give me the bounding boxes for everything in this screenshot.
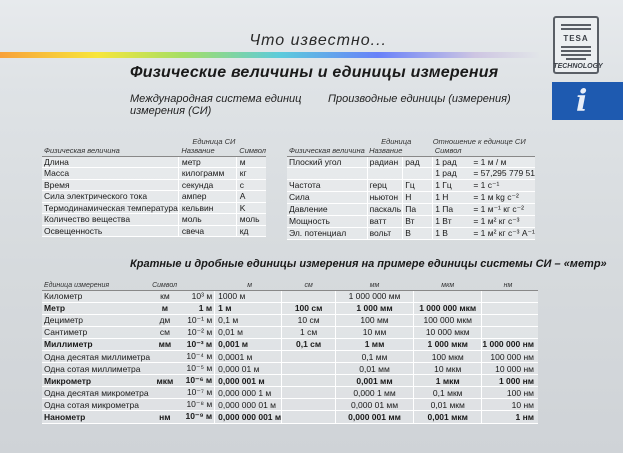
- table-cell: мм: [150, 338, 180, 350]
- table-cell: 1 нм: [482, 411, 538, 423]
- si-heading: Международная система единиц измерения (СИ): [130, 93, 302, 117]
- table-cell: 1 рад: [433, 168, 472, 180]
- table-cell: 10⁻⁶ м: [180, 375, 215, 387]
- table-cell: 10 000 мкм: [414, 326, 482, 338]
- table-cell: Н: [403, 191, 433, 203]
- table-cell: [282, 399, 336, 411]
- table-cell: = 1 м / м: [471, 156, 535, 168]
- table-cell: Давление: [287, 203, 367, 215]
- table-cell: Одна десятая миллиметра: [44, 351, 151, 362]
- table-cell: моль: [236, 214, 266, 226]
- table-cell: 1 000 мкм: [414, 338, 482, 350]
- table-cell: 0,000 000 01 м: [215, 399, 282, 411]
- table-cell: 100 нм: [482, 387, 538, 399]
- group-header: Единица: [381, 137, 412, 146]
- table-row: [42, 179, 266, 191]
- table-cell: 100 000 мкм: [414, 314, 482, 326]
- column-header: Символ: [433, 146, 472, 156]
- table-cell: 1 Па: [433, 203, 472, 215]
- table-cell: 10⁻² м: [180, 326, 215, 338]
- table-cell: мкм: [150, 375, 180, 387]
- table-cell: 0,0001 м: [215, 350, 282, 362]
- table-cell: герц: [367, 179, 403, 191]
- table-cell: 10 нм: [482, 399, 538, 411]
- column-header: см: [282, 281, 336, 290]
- table-cell: ватт: [367, 215, 403, 227]
- table-cell: вольт: [367, 227, 403, 239]
- table-cell: 10⁻³ м: [180, 338, 215, 350]
- info-button[interactable]: [552, 82, 623, 120]
- header-title: Что известно...: [249, 32, 387, 49]
- logo-bar: [561, 46, 591, 48]
- table-cell: Гц: [403, 179, 433, 191]
- table-cell: 1000 м: [215, 290, 282, 302]
- table-row: [287, 191, 535, 203]
- table-cell: см: [150, 326, 180, 338]
- table-row: [42, 156, 266, 168]
- table-cell: 0,001 м: [215, 338, 282, 350]
- column-header: Физическая величина: [287, 146, 367, 156]
- table-cell: 0,000 000 1 м: [215, 387, 282, 399]
- table-cell: 1 мкм: [414, 375, 482, 387]
- table-cell: 1 Вт: [433, 215, 472, 227]
- multiples-table: [42, 281, 538, 424]
- table-cell: 0,1 мкм: [414, 387, 482, 399]
- table-cell: 0,000 001 м: [215, 375, 282, 387]
- table-cell: Километр: [42, 290, 150, 302]
- logo-bar: [561, 50, 591, 52]
- table-row: [42, 375, 538, 387]
- table-cell: = 1 м⁻¹ кг с⁻²: [471, 203, 535, 215]
- table-cell: 0,000 01 мм: [336, 399, 414, 411]
- table-cell: метр: [178, 156, 236, 168]
- table-cell: 0,01 мкм: [414, 399, 482, 411]
- table-cell: 1 Гц: [433, 179, 472, 191]
- column-header: мм: [336, 281, 414, 290]
- column-header: Название: [178, 146, 236, 156]
- table-cell: кельвин: [178, 202, 236, 214]
- table-row: [287, 168, 535, 180]
- table-cell: Нанометр: [42, 411, 150, 423]
- table-cell: [282, 350, 336, 362]
- table-cell: Длина: [42, 156, 178, 168]
- table-cell: Вт: [403, 215, 433, 227]
- column-header: Символ: [236, 146, 266, 156]
- table-cell: 0,000 1 мм: [336, 387, 414, 399]
- table-cell: 1 рад: [433, 156, 472, 168]
- table-cell: [150, 363, 180, 375]
- table-cell: 1 000 нм: [482, 375, 538, 387]
- table-cell: 1 м: [215, 302, 282, 314]
- column-header: Физическая величина: [42, 146, 178, 156]
- table-cell: 0,01 мм: [336, 363, 414, 375]
- table-cell: 0,001 мм: [336, 375, 414, 387]
- table-cell: [150, 387, 180, 399]
- logo-text: TESA: [563, 34, 589, 43]
- table-cell: км: [150, 290, 180, 302]
- table-cell: нм: [150, 411, 180, 423]
- table-cell: = 1 м² кг с⁻³: [471, 215, 535, 227]
- table-row: [42, 290, 538, 302]
- table-cell: [403, 168, 433, 180]
- table-cell: Микрометр: [42, 375, 150, 387]
- table-cell: рад: [403, 156, 433, 168]
- table-cell: 10 мкм: [414, 363, 482, 375]
- table-cell: Одна сотая миллиметра: [42, 363, 150, 375]
- table-cell: Сила электрического тока: [42, 191, 178, 203]
- table-cell: 100 мкм: [414, 350, 482, 362]
- table-cell: с: [236, 179, 266, 191]
- table-cell: Миллиметр: [42, 338, 150, 350]
- table-row: [42, 225, 266, 237]
- logo-bar: [566, 58, 586, 60]
- table-header: [287, 146, 535, 156]
- tesa-logo: [553, 16, 603, 74]
- table-cell: [282, 375, 336, 387]
- table-cell: Метр: [42, 302, 150, 314]
- group-header: Единица СИ: [192, 137, 236, 146]
- table-cell: [150, 350, 180, 362]
- table-row: [42, 314, 538, 326]
- table-cell: 10⁻⁴ м: [180, 350, 215, 362]
- table-cell: 1 000 000 нм: [482, 338, 538, 350]
- table-cell: [282, 290, 336, 302]
- table-cell: 0,000 01 м: [215, 363, 282, 375]
- table-cell: 0,000 000 001 м: [215, 411, 282, 423]
- column-header: м: [215, 281, 282, 290]
- table-cell: Сантиметр: [42, 326, 150, 338]
- table-cell: = 1 с⁻¹: [471, 179, 535, 191]
- column-header: Название: [369, 146, 403, 156]
- table-cell: ампер: [178, 191, 236, 203]
- table-row: [42, 168, 266, 180]
- table-cell: кг: [236, 168, 266, 180]
- table-cell: Масса: [42, 168, 178, 180]
- table-cell: [367, 168, 403, 180]
- table-cell: Эл. потенциал: [287, 227, 367, 239]
- table-cell: 10 см: [282, 314, 336, 326]
- table-cell: [287, 168, 367, 180]
- table-cell: свеча: [178, 225, 236, 237]
- table-cell: [482, 290, 538, 302]
- rainbow-stripe: [0, 52, 540, 58]
- table-cell: Освещенность: [42, 225, 178, 237]
- table-cell: 1 мм: [336, 338, 414, 350]
- table-cell: Время: [42, 179, 178, 191]
- table-cell: дм: [150, 314, 180, 326]
- logo-bar: [561, 54, 591, 56]
- table-cell: 10 000 нм: [482, 363, 538, 375]
- table-cell: 0,1 мм: [336, 350, 414, 362]
- table-cell: 10 мм: [336, 326, 414, 338]
- table-cell: радиан: [367, 156, 403, 168]
- table-row: [42, 191, 266, 203]
- table-cell: 0,01 м: [215, 326, 282, 338]
- table-cell: моль: [178, 214, 236, 226]
- group-header: Отношение к единице СИ: [432, 137, 526, 146]
- table-cell: [282, 411, 336, 423]
- info-icon: i: [576, 84, 588, 119]
- table-row: [42, 387, 538, 399]
- table-row: [287, 156, 535, 168]
- table-cell: A: [236, 191, 266, 203]
- table-cell: килограмм: [178, 168, 236, 180]
- table-cell: 1 В: [433, 227, 472, 239]
- table-cell: 100 мм: [336, 314, 414, 326]
- table-cell: [482, 326, 538, 338]
- table-cell: ньютон: [367, 191, 403, 203]
- table-cell: 10⁻⁷ м: [180, 387, 215, 399]
- table-cell: [282, 387, 336, 399]
- table-cell: паскаль: [367, 203, 403, 215]
- table-cell: [482, 314, 538, 326]
- table-cell: 1 м: [180, 302, 215, 314]
- table-cell: кд: [236, 225, 266, 237]
- table-cell: В: [403, 227, 433, 239]
- table-row: [42, 302, 538, 314]
- table-cell: Па: [403, 203, 433, 215]
- table-cell: 10⁻⁵ м: [180, 363, 215, 375]
- table-row: [287, 179, 535, 191]
- table-cell: Дециметр: [42, 314, 150, 326]
- table-cell: 0,1 см: [282, 338, 336, 350]
- derived-units-table: [287, 137, 535, 240]
- table-cell: 0,1 м: [215, 314, 282, 326]
- table-cell: [482, 302, 538, 314]
- table-row: [287, 215, 535, 227]
- table-cell: 1 см: [282, 326, 336, 338]
- logo-bar: [561, 28, 591, 30]
- table-cell: Мощность: [287, 215, 367, 227]
- column-header: Символ: [150, 281, 180, 290]
- table-row: [42, 363, 538, 375]
- table-cell: 10³ м: [180, 290, 215, 302]
- table-cell: [414, 290, 482, 302]
- table-cell: [150, 399, 180, 411]
- table-row: [287, 203, 535, 215]
- table-cell: 100 000 нм: [482, 350, 538, 362]
- table-cell: Одна десятая микрометра: [44, 387, 149, 398]
- si-units-table: [42, 137, 266, 237]
- table-cell: Одна сотая микрометра: [42, 399, 150, 411]
- table-row: [42, 338, 538, 350]
- table-cell: 10⁻⁹ м: [180, 411, 215, 423]
- table-cell: 100 см: [282, 302, 336, 314]
- table-row: [287, 227, 535, 239]
- table-cell: 1 000 000 мкм: [414, 302, 482, 314]
- table-header: [42, 146, 266, 156]
- table-row: [42, 350, 538, 362]
- multiples-heading: Кратные и дробные единицы измерения на примере единицы системы СИ – «метр»: [130, 258, 607, 270]
- table-header: [42, 281, 538, 290]
- table-row: [42, 411, 538, 423]
- table-row: [42, 202, 266, 214]
- table-cell: = 1 м kg с⁻²: [471, 191, 535, 203]
- logo-subtext: TECHNOLOGY: [553, 63, 603, 70]
- column-header: нм: [482, 281, 538, 290]
- table-cell: Термодинамическая температура: [44, 202, 178, 213]
- table-cell: 1 000 мм: [336, 302, 414, 314]
- column-header: Единица измерения: [42, 281, 150, 290]
- column-header: мкм: [414, 281, 482, 290]
- table-cell: Сила: [287, 191, 367, 203]
- table-group-header: [287, 137, 535, 146]
- table-cell: 1 Н: [433, 191, 472, 203]
- table-cell: м: [236, 156, 266, 168]
- table-row: [42, 214, 266, 226]
- table-cell: 10⁻⁸ м: [180, 399, 215, 411]
- table-cell: м: [150, 302, 180, 314]
- table-cell: Плоский угол: [287, 156, 367, 168]
- table-cell: 10⁻¹ м: [180, 314, 215, 326]
- table-row: [42, 326, 538, 338]
- table-cell: 1 000 000 мм: [336, 290, 414, 302]
- page-title: Физические величины и единицы измерения: [130, 64, 499, 81]
- table-cell: 0,000 001 мм: [336, 411, 414, 423]
- table-cell: K: [236, 202, 266, 214]
- table-cell: секунда: [178, 179, 236, 191]
- table-cell: = 57,295 779 51: [473, 168, 535, 179]
- table-cell: Количество вещества: [42, 214, 178, 226]
- table-group-header: [42, 137, 266, 146]
- table-cell: = 1 м² кг с⁻³ A⁻¹: [473, 227, 535, 238]
- table-cell: [282, 363, 336, 375]
- table-row: [42, 399, 538, 411]
- logo-bar: [561, 24, 591, 26]
- table-cell: 0,001 мкм: [414, 411, 482, 423]
- derived-heading: Производные единицы (измерения): [328, 93, 511, 105]
- table-cell: Частота: [287, 179, 367, 191]
